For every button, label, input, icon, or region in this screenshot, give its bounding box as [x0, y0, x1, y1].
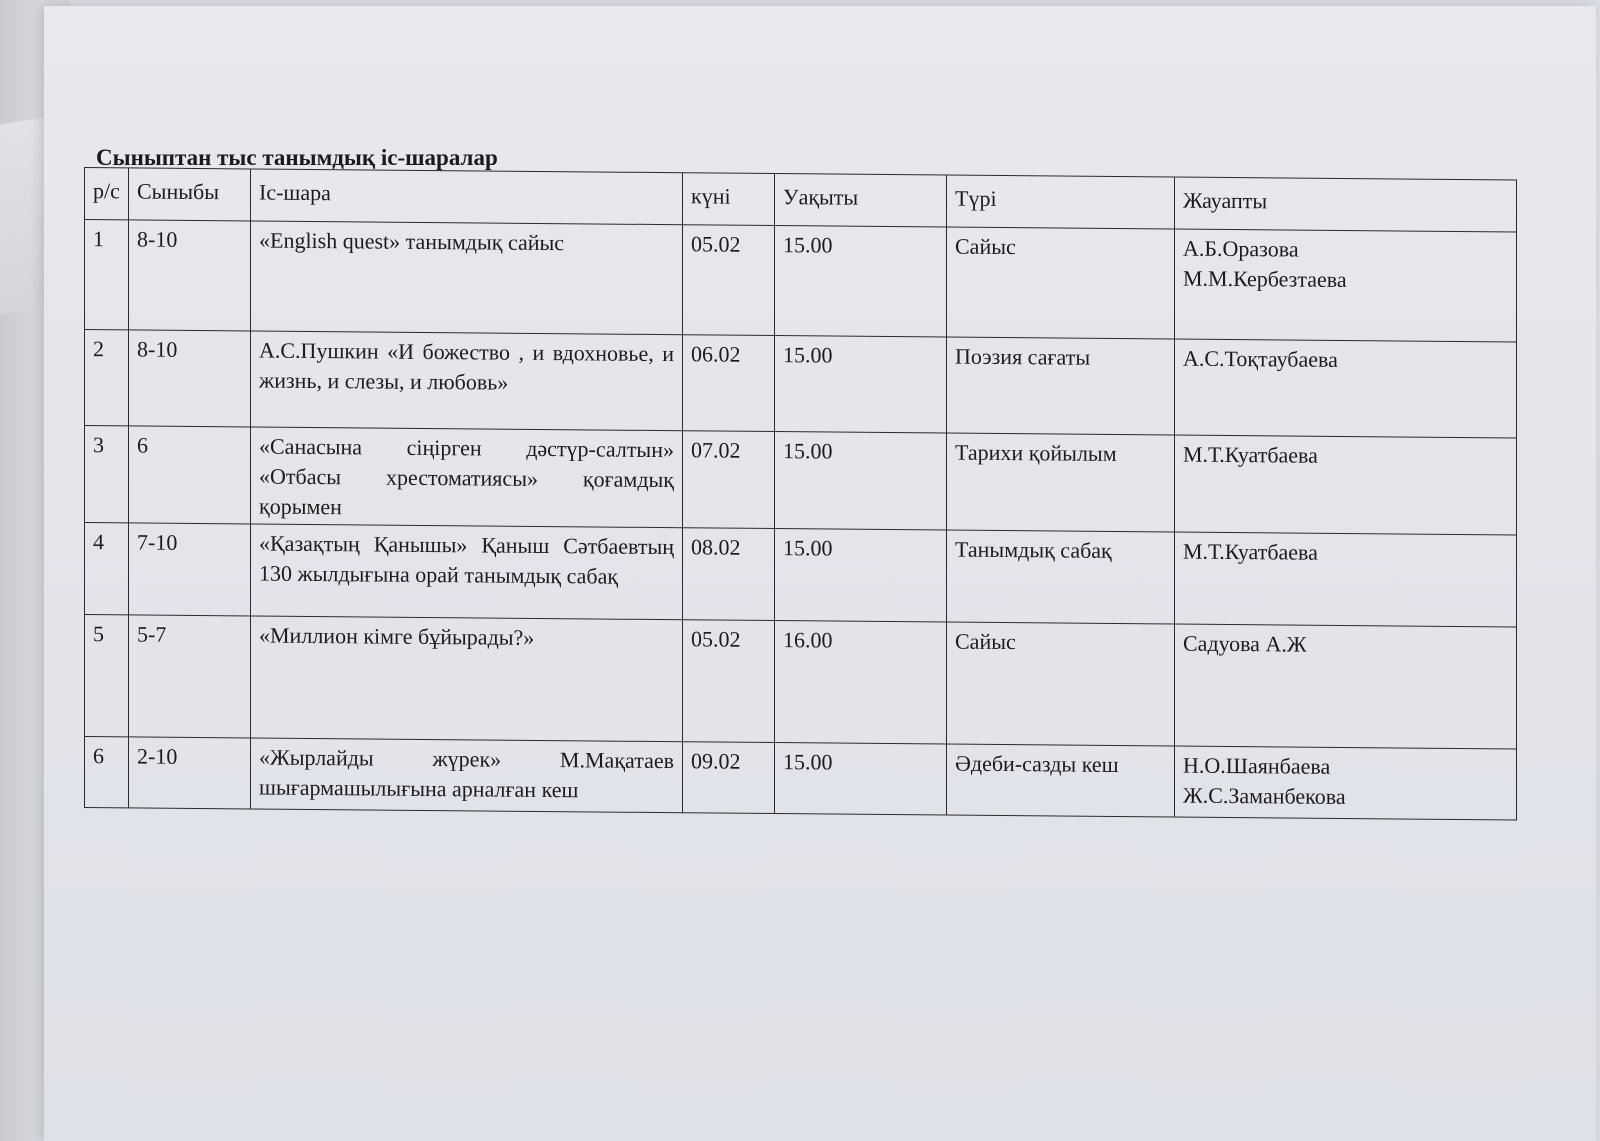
- cell-time: 15.00: [775, 529, 947, 623]
- cell-date: 05.02: [683, 225, 775, 336]
- table-row: [85, 523, 1517, 627]
- cell-grade: 2-10: [129, 737, 251, 809]
- cell-responsible: [1175, 339, 1517, 438]
- cell-grade: 8-10: [129, 330, 251, 427]
- table-row: [85, 330, 1517, 438]
- responsible-person: Н.О.Шаянбаева: [1183, 752, 1331, 779]
- header-type: Түрі: [947, 175, 1175, 229]
- page-title: Сыныптан тыс танымдық іс-шаралар: [96, 145, 498, 170]
- cell-number: 2: [85, 330, 129, 426]
- cell-number: 5: [85, 615, 129, 737]
- cell-date: 09.02: [683, 742, 775, 814]
- responsible-person: Ж.С.Заманбекова: [1183, 782, 1346, 810]
- cell-responsible: [1175, 532, 1517, 627]
- cell-grade: 7-10: [129, 523, 251, 616]
- cell-event: «Қазақтың Қанышы» Қаныш Сәтбаевтың 130 жылдығына орай танымдық сабақ: [251, 524, 683, 620]
- table-row: [85, 737, 1517, 820]
- header-date: күні: [683, 173, 775, 226]
- cell-event: «English quest» танымдық сайыс: [251, 221, 683, 335]
- table-row: [85, 615, 1517, 749]
- cell-responsible: [1175, 435, 1517, 535]
- header-grade: Сыныбы: [129, 168, 251, 221]
- cell-date: 07.02: [683, 431, 775, 529]
- header-responsible: Жауапты: [1175, 177, 1517, 232]
- cell-responsible: [1175, 746, 1517, 820]
- responsible-person: М.Т.Куатбаева: [1183, 538, 1318, 565]
- cell-event: «Санасына сіңірген дәстүр-салтын» «Отбасы хрестоматиясы» қоғамдық қорымен: [251, 427, 683, 528]
- responsible-person: М.Т.Куатбаева: [1183, 441, 1318, 468]
- cell-type: Танымдық сабақ: [947, 530, 1175, 624]
- cell-grade: 6: [129, 426, 251, 524]
- cell-type: Поэзия сағаты: [947, 337, 1175, 435]
- cell-event: «Миллион кімге бұйырады?»: [251, 616, 683, 742]
- cell-date: 06.02: [683, 335, 775, 432]
- header-time: Уақыты: [775, 174, 947, 228]
- header-event: Іс-шара: [251, 169, 683, 225]
- cell-responsible: [1175, 624, 1517, 749]
- cell-time: 15.00: [775, 743, 947, 816]
- responsible-person: А.С.Тоқтаубаева: [1183, 345, 1338, 372]
- cell-event: А.С.Пушкин «И божество , и вдохновье, и жизнь, и слезы, и любовь»: [251, 331, 683, 431]
- header-number: р/с: [85, 168, 129, 220]
- responsible-person: Садуова А.Ж: [1183, 630, 1307, 657]
- cell-number: 6: [85, 737, 129, 808]
- events-table: [84, 167, 1517, 821]
- cell-grade: 5-7: [129, 615, 251, 738]
- cell-time: 15.00: [775, 432, 947, 531]
- cell-date: 05.02: [683, 620, 775, 743]
- cell-event: «Жырлайды жүрек» М.Мақатаев шығармашылығына арналған кеш: [251, 738, 683, 813]
- cell-time: 15.00: [775, 226, 947, 338]
- cell-number: 3: [85, 426, 129, 523]
- cell-time: 15.00: [775, 336, 947, 434]
- responsible-person: А.Б.Оразова: [1183, 235, 1299, 262]
- table-row: [85, 426, 1517, 535]
- cell-responsible: [1175, 229, 1517, 342]
- cell-number: 4: [85, 523, 129, 615]
- cell-grade: 8-10: [129, 220, 251, 331]
- cell-type: Әдеби-сазды кеш: [947, 744, 1175, 817]
- cell-time: 16.00: [775, 621, 947, 745]
- cell-number: 1: [85, 220, 129, 330]
- responsible-person: М.М.Кербезтаева: [1183, 265, 1347, 293]
- table-row: [85, 220, 1517, 342]
- cell-date: 08.02: [683, 528, 775, 621]
- cell-type: Сайыс: [947, 227, 1175, 339]
- cell-type: Сайыс: [947, 622, 1175, 746]
- cell-type: Тарихи қойылым: [947, 433, 1175, 532]
